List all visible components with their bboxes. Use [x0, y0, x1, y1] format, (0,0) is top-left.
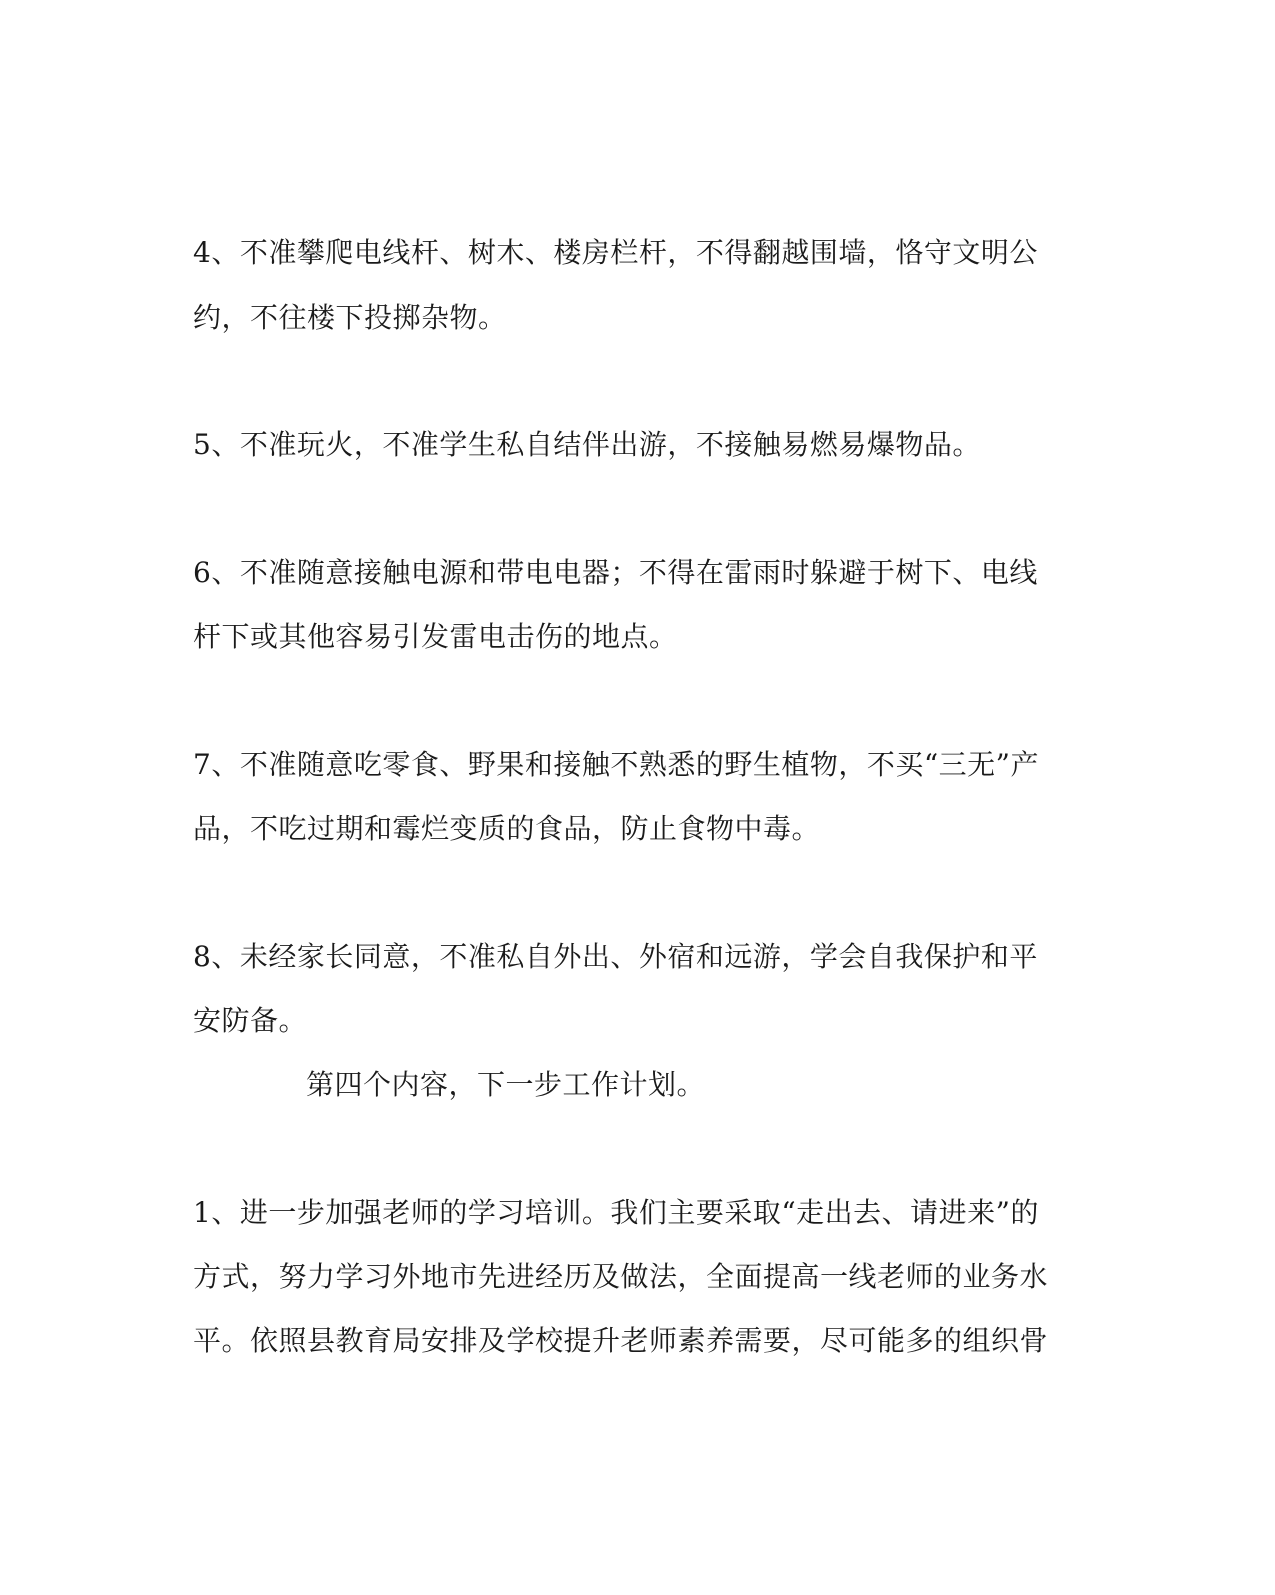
paragraph-6-line-2: 杆下或其他容易引发雷电击伤的地点。 [193, 620, 678, 653]
paragraph-5-line-1: 5、不准玩火，不准学生私自结伴出游，不接触易燃易爆物品。 [193, 428, 981, 461]
paragraph-6-line-1: 6、不准随意接触电源和带电电器；不得在雷雨时躲避于树下、电线 [193, 556, 1038, 589]
paragraph-8-line-1: 8、未经家长同意，不准私自外出、外宿和远游，学会自我保护和平 [193, 940, 1038, 973]
section-heading: 第四个内容，下一步工作计划。 [306, 1068, 706, 1101]
paragraph-8-line-2: 安防备。 [193, 1004, 308, 1037]
plan-paragraph-line-2: 方式，努力学习外地市先进经历及做法，全面提高一线老师的业务水 [193, 1260, 1049, 1293]
paragraph-4-line-1: 4、不准攀爬电线杆、树木、楼房栏杆，不得翻越围墙，恪守文明公 [193, 236, 1038, 269]
paragraph-4-line-2: 约，不往楼下投掷杂物。 [193, 301, 507, 334]
paragraph-7-line-2: 品，不吃过期和霉烂变质的食品，防止食物中毒。 [193, 812, 821, 845]
plan-paragraph-line-3: 平。依照县教育局安排及学校提升老师素养需要，尽可能多的组织骨 [193, 1324, 1049, 1357]
plan-paragraph-line-1: 1、进一步加强老师的学习培训。我们主要采取“走出去、请进来”的 [193, 1196, 1039, 1229]
paragraph-7-line-1: 7、不准随意吃零食、野果和接触不熟悉的野生植物，不买“三无”产 [193, 748, 1039, 781]
